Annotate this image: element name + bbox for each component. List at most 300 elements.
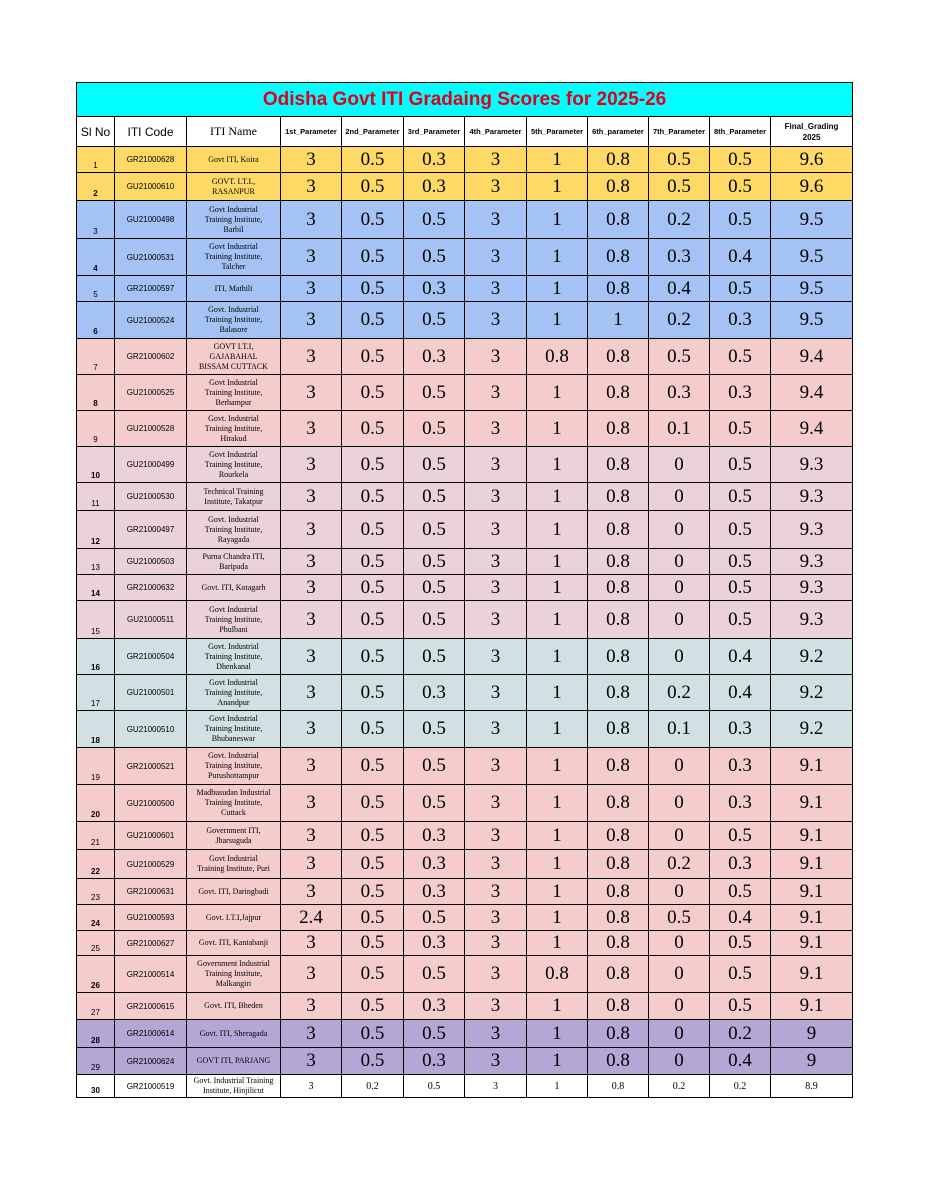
iti-name-line: GOVT. I.T.I., xyxy=(211,176,256,186)
parameter-5-cell: 1 xyxy=(527,931,588,956)
parameter-7-cell: 0 xyxy=(649,931,710,956)
parameter-5-cell: 1 xyxy=(527,675,588,711)
parameter-6-cell: 0.8 xyxy=(588,905,649,931)
header-parameter-3: 3rd_Parameter xyxy=(404,117,465,147)
iti-code-cell: GU21000525 xyxy=(115,375,187,411)
iti-code-cell: GR21000628 xyxy=(115,147,187,173)
parameter-7-cell: 0.1 xyxy=(649,411,710,447)
final-grading-cell: 9 xyxy=(771,1020,853,1048)
parameter-3-cell: 0.3 xyxy=(404,147,465,173)
final-grading-cell: 9.2 xyxy=(771,675,853,711)
parameter-3-cell: 0.3 xyxy=(404,879,465,905)
parameter-1-cell: 3 xyxy=(281,173,342,201)
parameter-4-cell: 3 xyxy=(465,993,527,1020)
parameter-6-cell: 0.8 xyxy=(588,549,649,575)
iti-name-line: Govt. Industrial xyxy=(208,641,259,651)
parameter-3-cell: 0.3 xyxy=(404,822,465,850)
parameter-7-cell: 0.5 xyxy=(649,147,710,173)
iti-code-cell: GU21000528 xyxy=(115,411,187,447)
iti-name-cell xyxy=(187,239,281,276)
iti-name-line: ITI, Mathili xyxy=(214,283,253,293)
parameter-4-cell: 3 xyxy=(465,173,527,201)
iti-code-cell: GR21000624 xyxy=(115,1048,187,1075)
table-row xyxy=(77,276,853,302)
iti-name-line: Purushottampur xyxy=(207,771,260,780)
parameter-8-cell: 0.5 xyxy=(710,201,771,239)
parameter-2-cell: 0.5 xyxy=(342,879,404,905)
parameter-2-cell: 0.5 xyxy=(342,785,404,822)
parameter-7-cell: 0 xyxy=(649,639,710,675)
parameter-8-cell: 0.5 xyxy=(710,411,771,447)
parameter-6-cell: 0.8 xyxy=(588,375,649,411)
iti-name-cell xyxy=(187,850,281,879)
parameter-4-cell: 3 xyxy=(465,276,527,302)
parameter-3-cell: 0.5 xyxy=(404,1075,465,1098)
parameter-3-cell: 0.5 xyxy=(404,575,465,601)
parameter-1-cell: 3 xyxy=(281,711,342,748)
iti-name-line: Training Institute, xyxy=(204,687,263,697)
parameter-4-cell: 3 xyxy=(465,447,527,483)
parameter-6-cell: 0.8 xyxy=(588,956,649,993)
iti-name-cell xyxy=(187,956,281,993)
final-grading-cell: 9.1 xyxy=(771,956,853,993)
header-row xyxy=(77,117,853,147)
iti-name-cell xyxy=(187,173,281,201)
iti-name-line: Dhenkanal xyxy=(216,661,251,671)
parameter-4-cell: 3 xyxy=(465,850,527,879)
parameter-1-cell: 3 xyxy=(281,601,342,639)
iti-name-line: Cuttack xyxy=(221,808,246,817)
header-parameter-2: 2nd_Parameter xyxy=(342,117,404,147)
parameter-2-cell: 0.5 xyxy=(342,483,404,511)
parameter-4-cell: 3 xyxy=(465,411,527,447)
parameter-4-cell: 3 xyxy=(465,302,527,339)
parameter-3-cell: 0.3 xyxy=(404,675,465,711)
iti-name-line: Hirakud xyxy=(220,433,247,443)
iti-code-cell: GR21000504 xyxy=(115,639,187,675)
sl-no-cell: 5 xyxy=(77,276,115,302)
parameter-6-cell: 0.8 xyxy=(588,993,649,1020)
iti-code-cell: GR21000521 xyxy=(115,748,187,785)
iti-name-cell xyxy=(187,675,281,711)
header-final-grading-line1: Final_Grading xyxy=(784,121,839,131)
parameter-3-cell: 0.3 xyxy=(404,850,465,879)
parameter-1-cell: 3 xyxy=(281,956,342,993)
table-row xyxy=(77,483,853,511)
iti-code-cell: GU21000524 xyxy=(115,302,187,339)
iti-name-cell xyxy=(187,601,281,639)
iti-name-line: Training Institute, xyxy=(204,969,263,978)
sl-no-cell: 29 xyxy=(77,1048,115,1075)
parameter-5-cell: 1 xyxy=(527,173,588,201)
table-row xyxy=(77,1048,853,1075)
sl-no-cell: 30 xyxy=(77,1075,115,1098)
parameter-2-cell: 0.5 xyxy=(342,302,404,339)
iti-code-cell: GR21000497 xyxy=(115,511,187,549)
table-row xyxy=(77,239,853,276)
table-row xyxy=(77,822,853,850)
sl-no-cell: 6 xyxy=(77,302,115,339)
iti-name-line: Government ITI, xyxy=(206,825,261,835)
parameter-3-cell: 0.5 xyxy=(404,549,465,575)
iti-name-cell xyxy=(187,302,281,339)
iti-name-cell xyxy=(187,483,281,511)
parameter-5-cell: 1 xyxy=(527,785,588,822)
sl-no-cell: 11 xyxy=(77,483,115,511)
iti-code-cell: GR21000597 xyxy=(115,276,187,302)
parameter-7-cell: 0 xyxy=(649,879,710,905)
parameter-2-cell: 0.5 xyxy=(342,447,404,483)
parameter-8-cell: 0.5 xyxy=(710,276,771,302)
parameter-6-cell: 0.8 xyxy=(588,931,649,956)
final-grading-cell: 9.6 xyxy=(771,173,853,201)
parameter-6-cell: 0.8 xyxy=(588,173,649,201)
parameter-5-cell: 1 xyxy=(527,375,588,411)
final-grading-cell: 9.5 xyxy=(771,239,853,276)
final-grading-cell: 9.1 xyxy=(771,850,853,879)
parameter-5-cell: 1 xyxy=(527,1075,588,1098)
table-row xyxy=(77,601,853,639)
final-grading-cell: 9.4 xyxy=(771,339,853,375)
iti-name-line: Govt Industrial xyxy=(209,449,258,459)
parameter-8-cell: 0.4 xyxy=(710,239,771,276)
parameter-4-cell: 3 xyxy=(465,822,527,850)
table-row xyxy=(77,1020,853,1048)
parameter-1-cell: 3 xyxy=(281,748,342,785)
parameter-5-cell: 1 xyxy=(527,447,588,483)
iti-name-line: Training Institute, xyxy=(204,761,263,770)
iti-name-cell xyxy=(187,822,281,850)
parameter-7-cell: 0 xyxy=(649,511,710,549)
iti-code-cell: GU21000529 xyxy=(115,850,187,879)
parameter-4-cell: 3 xyxy=(465,1020,527,1048)
iti-name-line: Govt Industrial xyxy=(209,604,258,614)
parameter-2-cell: 0.5 xyxy=(342,1020,404,1048)
parameter-3-cell: 0.5 xyxy=(404,447,465,483)
iti-code-cell: GU21000500 xyxy=(115,785,187,822)
parameter-6-cell: 0.8 xyxy=(588,879,649,905)
final-grading-cell: 9.3 xyxy=(771,549,853,575)
iti-name-line: BISSAM CUTTACK xyxy=(199,361,268,371)
table-row xyxy=(77,639,853,675)
parameter-7-cell: 0 xyxy=(649,956,710,993)
parameter-4-cell: 3 xyxy=(465,549,527,575)
parameter-8-cell: 0.5 xyxy=(710,575,771,601)
parameter-8-cell: 0.5 xyxy=(710,483,771,511)
sl-no-cell: 20 xyxy=(77,785,115,822)
parameter-6-cell: 0.8 xyxy=(588,1020,649,1048)
final-grading-cell: 9.5 xyxy=(771,276,853,302)
parameter-1-cell: 3 xyxy=(281,276,342,302)
parameter-2-cell: 0.5 xyxy=(342,549,404,575)
table-row xyxy=(77,993,853,1020)
header-parameter-6: 6th_parameter xyxy=(588,117,649,147)
parameter-7-cell: 0 xyxy=(649,483,710,511)
iti-name-line: Govt ITI, Koira xyxy=(208,154,259,164)
iti-name-line: Training Institute, xyxy=(204,387,263,397)
table-row xyxy=(77,302,853,339)
parameter-6-cell: 0.8 xyxy=(588,201,649,239)
iti-name-cell xyxy=(187,575,281,601)
table-row xyxy=(77,549,853,575)
table-row xyxy=(77,201,853,239)
final-grading-cell: 9.2 xyxy=(771,639,853,675)
iti-code-cell: GR21000514 xyxy=(115,956,187,993)
parameter-7-cell: 0.2 xyxy=(649,302,710,339)
parameter-2-cell: 0.5 xyxy=(342,239,404,276)
table-row xyxy=(77,956,853,993)
sl-no-cell: 9 xyxy=(77,411,115,447)
parameter-8-cell: 0.5 xyxy=(710,173,771,201)
parameter-6-cell: 0.8 xyxy=(588,785,649,822)
sl-no-cell: 27 xyxy=(77,993,115,1020)
final-grading-cell: 9.1 xyxy=(771,905,853,931)
parameter-2-cell: 0.5 xyxy=(342,748,404,785)
table-row xyxy=(77,1075,853,1098)
table-row xyxy=(77,173,853,201)
parameter-8-cell: 0.5 xyxy=(710,879,771,905)
parameter-5-cell: 1 xyxy=(527,601,588,639)
parameter-5-cell: 1 xyxy=(527,549,588,575)
parameter-2-cell: 0.5 xyxy=(342,147,404,173)
parameter-5-cell: 1 xyxy=(527,711,588,748)
parameter-2-cell: 0.5 xyxy=(342,822,404,850)
table-row xyxy=(77,905,853,931)
iti-name-line: Training Institute, xyxy=(204,724,263,733)
header-parameter-7: 7th_Parameter xyxy=(649,117,710,147)
sl-no-cell: 3 xyxy=(77,201,115,239)
table-row xyxy=(77,339,853,375)
parameter-2-cell: 0.5 xyxy=(342,905,404,931)
parameter-6-cell: 0.8 xyxy=(588,601,649,639)
iti-name-line: Training Institute, xyxy=(204,214,263,224)
parameter-8-cell: 0.5 xyxy=(710,447,771,483)
table-row xyxy=(77,675,853,711)
parameter-1-cell: 3 xyxy=(281,302,342,339)
parameter-6-cell: 0.8 xyxy=(588,850,649,879)
parameter-1-cell: 3 xyxy=(281,639,342,675)
parameter-2-cell: 0.5 xyxy=(342,711,404,748)
iti-name-line: Training Institute, xyxy=(204,423,263,433)
iti-name-cell xyxy=(187,1075,281,1098)
parameter-6-cell: 0.8 xyxy=(588,339,649,375)
parameter-7-cell: 0.2 xyxy=(649,850,710,879)
parameter-4-cell: 3 xyxy=(465,375,527,411)
iti-code-cell: GR21000602 xyxy=(115,339,187,375)
parameter-3-cell: 0.3 xyxy=(404,339,465,375)
parameter-6-cell: 0.8 xyxy=(588,639,649,675)
parameter-8-cell: 0.3 xyxy=(710,850,771,879)
parameter-3-cell: 0.3 xyxy=(404,1048,465,1075)
parameter-5-cell: 1 xyxy=(527,302,588,339)
parameter-2-cell: 0.5 xyxy=(342,850,404,879)
parameter-7-cell: 0 xyxy=(649,993,710,1020)
parameter-4-cell: 3 xyxy=(465,675,527,711)
table-row xyxy=(77,879,853,905)
iti-name-cell xyxy=(187,549,281,575)
parameter-6-cell: 0.8 xyxy=(588,1075,649,1098)
parameter-4-cell: 3 xyxy=(465,931,527,956)
parameter-1-cell: 3 xyxy=(281,339,342,375)
parameter-5-cell: 1 xyxy=(527,879,588,905)
header-final-grading-line2: 2025 xyxy=(802,132,821,142)
final-grading-cell: 9.3 xyxy=(771,483,853,511)
parameter-7-cell: 0.5 xyxy=(649,339,710,375)
parameter-8-cell: 0.2 xyxy=(710,1020,771,1048)
iti-name-line: Barbil xyxy=(223,224,244,234)
parameter-7-cell: 0.2 xyxy=(649,675,710,711)
parameter-4-cell: 3 xyxy=(465,905,527,931)
parameter-1-cell: 3 xyxy=(281,879,342,905)
parameter-5-cell: 1 xyxy=(527,1020,588,1048)
table-row xyxy=(77,511,853,549)
parameter-1-cell: 3 xyxy=(281,575,342,601)
parameter-2-cell: 0.5 xyxy=(342,375,404,411)
parameter-2-cell: 0.5 xyxy=(342,173,404,201)
parameter-4-cell: 3 xyxy=(465,956,527,993)
iti-name-line: Training Institute, xyxy=(204,798,263,807)
iti-name-line: Anandpur xyxy=(217,697,250,707)
parameter-4-cell: 3 xyxy=(465,483,527,511)
parameter-3-cell: 0.5 xyxy=(404,711,465,748)
header-final-grading xyxy=(771,117,853,147)
parameter-1-cell: 3 xyxy=(281,822,342,850)
iti-name-line: Govt. Industrial Training xyxy=(193,1076,274,1085)
parameter-3-cell: 0.3 xyxy=(404,931,465,956)
iti-name-cell xyxy=(187,905,281,931)
parameter-6-cell: 1 xyxy=(588,302,649,339)
sl-no-cell: 14 xyxy=(77,575,115,601)
final-grading-cell: 9.1 xyxy=(771,993,853,1020)
parameter-7-cell: 0.4 xyxy=(649,276,710,302)
iti-name-line: Govt. ITI, Kotagarh xyxy=(201,582,266,592)
sl-no-cell: 21 xyxy=(77,822,115,850)
parameter-7-cell: 0.2 xyxy=(649,201,710,239)
parameter-1-cell: 3 xyxy=(281,201,342,239)
parameter-8-cell: 0.5 xyxy=(710,956,771,993)
sl-no-cell: 23 xyxy=(77,879,115,905)
parameter-2-cell: 0.5 xyxy=(342,993,404,1020)
final-grading-cell: 9.3 xyxy=(771,511,853,549)
parameter-5-cell: 1 xyxy=(527,1048,588,1075)
parameter-6-cell: 0.8 xyxy=(588,1048,649,1075)
final-grading-cell: 8.9 xyxy=(771,1075,853,1098)
parameter-3-cell: 0.5 xyxy=(404,748,465,785)
final-grading-cell: 9.1 xyxy=(771,931,853,956)
parameter-8-cell: 0.4 xyxy=(710,1048,771,1075)
iti-code-cell: GU21000601 xyxy=(115,822,187,850)
parameter-2-cell: 0.5 xyxy=(342,639,404,675)
iti-name-cell xyxy=(187,785,281,822)
iti-name-line: Berhampur xyxy=(215,397,252,407)
sl-no-cell: 19 xyxy=(77,748,115,785)
header-iti-name: ITI Name xyxy=(187,117,281,147)
parameter-4-cell: 3 xyxy=(465,879,527,905)
iti-name-line: Rayagada xyxy=(217,534,250,544)
parameter-4-cell: 3 xyxy=(465,239,527,276)
iti-name-line: Institute, Hinjilicut xyxy=(203,1086,264,1095)
parameter-4-cell: 3 xyxy=(465,575,527,601)
parameter-5-cell: 1 xyxy=(527,147,588,173)
iti-code-cell: GR21000519 xyxy=(115,1075,187,1098)
parameter-2-cell: 0.2 xyxy=(342,1075,404,1098)
parameter-2-cell: 0.5 xyxy=(342,675,404,711)
parameter-8-cell: 0.3 xyxy=(710,302,771,339)
parameter-2-cell: 0.5 xyxy=(342,276,404,302)
parameter-7-cell: 0.2 xyxy=(649,1075,710,1098)
parameter-7-cell: 0.3 xyxy=(649,375,710,411)
parameter-8-cell: 0.2 xyxy=(710,1075,771,1098)
iti-name-line: Govt. Industrial xyxy=(208,514,259,524)
parameter-7-cell: 0 xyxy=(649,575,710,601)
final-grading-cell: 9.5 xyxy=(771,302,853,339)
iti-name-line: Govt Industrial xyxy=(209,377,258,387)
iti-name-line: GOVT ITI, PARJANG xyxy=(196,1056,271,1065)
iti-name-line: Govt. Industrial xyxy=(208,413,259,423)
parameter-4-cell: 3 xyxy=(465,639,527,675)
parameter-3-cell: 0.3 xyxy=(404,993,465,1020)
iti-name-line: Baripada xyxy=(219,561,248,571)
iti-name-line: Govt. ITI, Daringbadi xyxy=(198,886,269,896)
parameter-3-cell: 0.5 xyxy=(404,511,465,549)
parameter-5-cell: 1 xyxy=(527,822,588,850)
parameter-8-cell: 0.5 xyxy=(710,993,771,1020)
parameter-7-cell: 0.5 xyxy=(649,905,710,931)
iti-name-line: Purna Chandra ITI, xyxy=(202,551,265,561)
parameter-3-cell: 0.5 xyxy=(404,956,465,993)
parameter-2-cell: 0.5 xyxy=(342,511,404,549)
parameter-2-cell: 0.5 xyxy=(342,601,404,639)
sl-no-cell: 17 xyxy=(77,675,115,711)
iti-name-line: Govt. ITI, Bheden xyxy=(204,1001,263,1010)
iti-name-line: Rourkela xyxy=(218,469,249,479)
iti-name-line: Government Industrial xyxy=(197,959,270,968)
parameter-8-cell: 0.5 xyxy=(710,549,771,575)
parameter-6-cell: 0.8 xyxy=(588,822,649,850)
parameter-1-cell: 3 xyxy=(281,239,342,276)
parameter-5-cell: 1 xyxy=(527,575,588,601)
parameter-7-cell: 0 xyxy=(649,785,710,822)
parameter-1-cell: 3 xyxy=(281,993,342,1020)
parameter-4-cell: 3 xyxy=(465,711,527,748)
table-row xyxy=(77,375,853,411)
parameter-6-cell: 0.8 xyxy=(588,147,649,173)
parameter-8-cell: 0.5 xyxy=(710,339,771,375)
parameter-4-cell: 3 xyxy=(465,339,527,375)
parameter-1-cell: 3 xyxy=(281,375,342,411)
iti-name-cell xyxy=(187,639,281,675)
parameter-3-cell: 0.5 xyxy=(404,905,465,931)
iti-name-line: Govt. ITI, Kantabanji xyxy=(198,938,269,947)
parameter-1-cell: 2.4 xyxy=(281,905,342,931)
parameter-5-cell: 1 xyxy=(527,993,588,1020)
parameter-5-cell: 1 xyxy=(527,511,588,549)
iti-code-cell: GU21000503 xyxy=(115,549,187,575)
iti-name-line: Bhubaneswar xyxy=(211,734,256,743)
parameter-5-cell: 1 xyxy=(527,239,588,276)
parameter-7-cell: 0.5 xyxy=(649,173,710,201)
iti-code-cell: GR21000627 xyxy=(115,931,187,956)
table-row xyxy=(77,931,853,956)
parameter-5-cell: 1 xyxy=(527,639,588,675)
parameter-8-cell: 0.5 xyxy=(710,601,771,639)
parameter-3-cell: 0.5 xyxy=(404,601,465,639)
parameter-3-cell: 0.5 xyxy=(404,239,465,276)
parameter-7-cell: 0 xyxy=(649,1048,710,1075)
iti-name-line: Govt Industrial xyxy=(209,854,258,863)
sl-no-cell: 7 xyxy=(77,339,115,375)
table-body xyxy=(77,147,853,1098)
